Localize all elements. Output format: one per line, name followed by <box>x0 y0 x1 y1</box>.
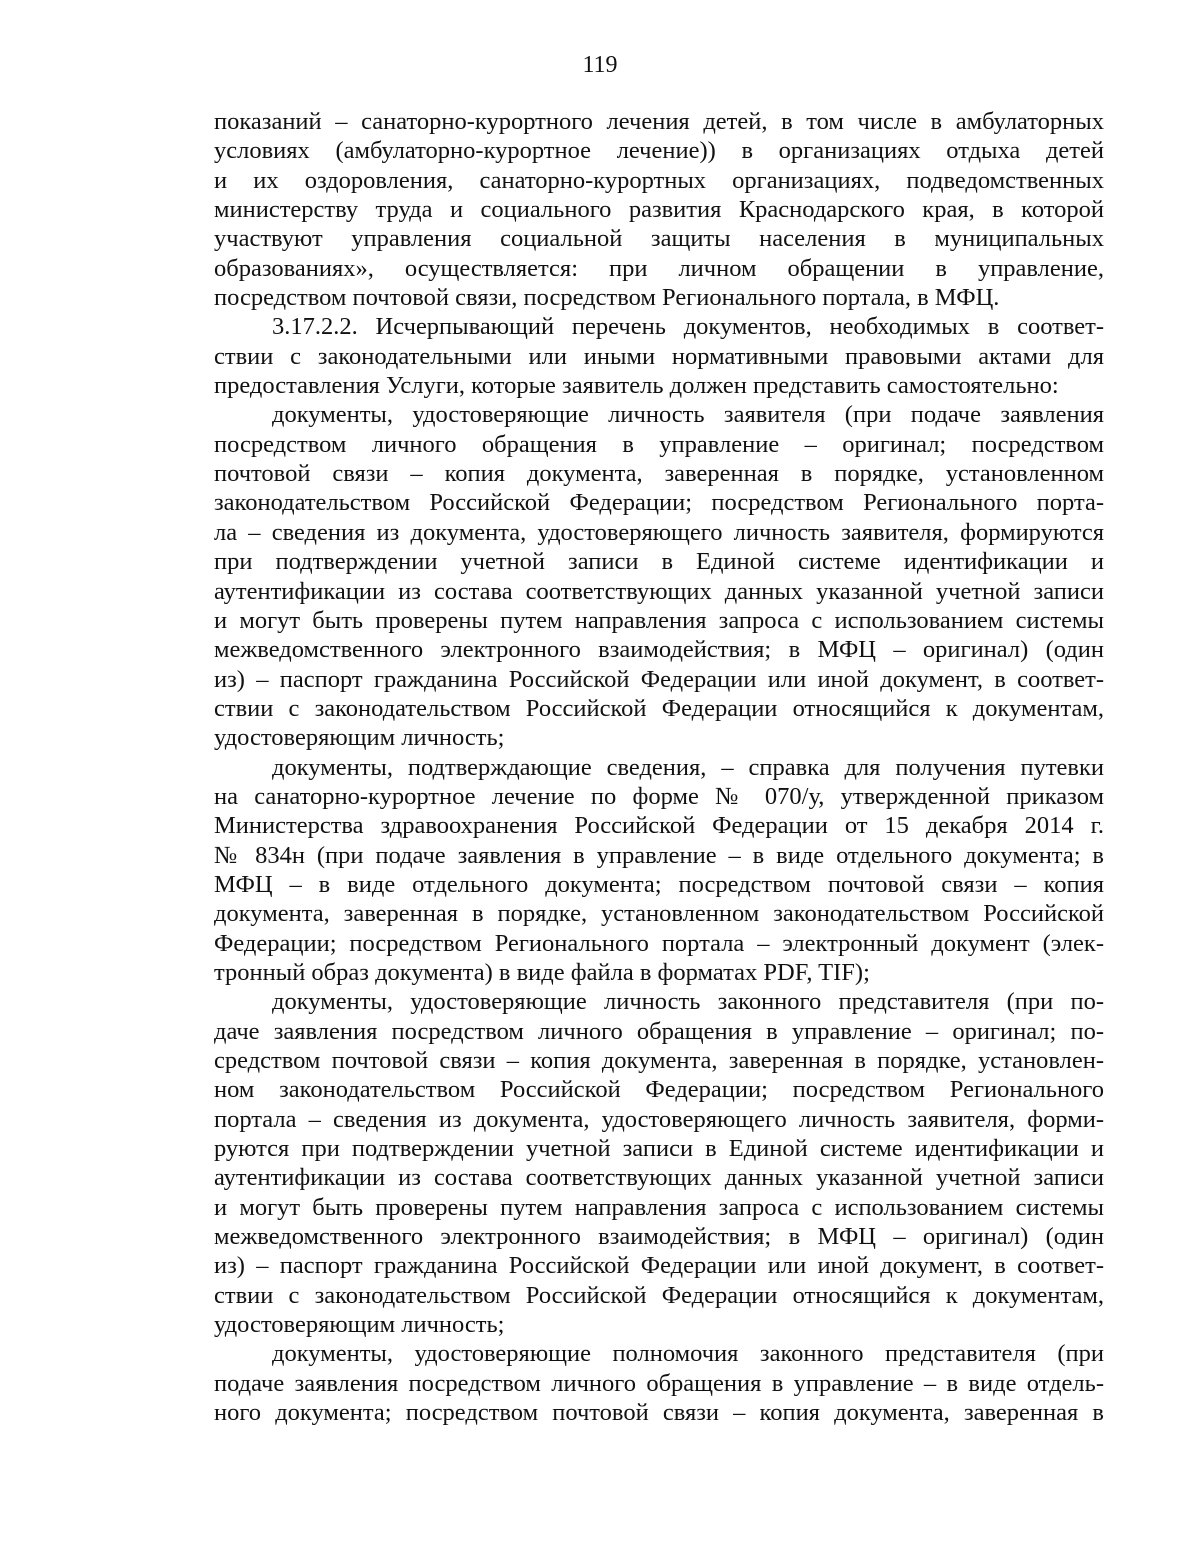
text-line: и могут быть проверены путем направления запроса с использованием системы <box>214 1193 1104 1221</box>
text-line: даче заявления посредством личного обращения в управление – оригинал; по- <box>214 1017 1104 1045</box>
paragraph <box>214 753 1104 988</box>
text-line: показаний – санаторно-курортного лечения детей, в том числе в амбулаторных <box>214 108 1104 135</box>
text-line: Министерства здравоохранения Российской Федерации от 15 декабря 2014 г. <box>214 812 1104 840</box>
paragraph <box>214 1339 1104 1427</box>
text-line: аутентификации из состава соответствующих данных указанной учетной записи <box>214 577 1104 605</box>
text-line: при подтверждении учетной записи в Единой системе идентификации и <box>214 548 1104 576</box>
text-line: удостоверяющим личность; <box>214 1311 505 1339</box>
text-line: образованиях», осуществляется: при личном обращении в управление, <box>214 254 1104 282</box>
text-line: и их оздоровления, санаторно-курортных организациях, подведомственных <box>214 166 1104 194</box>
text-line: межведомственного электронного взаимодействия; в МФЦ – оригинал) (один <box>214 636 1104 664</box>
body-text <box>214 107 1104 1427</box>
text-line: предоставления Услуги, которые заявитель должен представить самостоятельно: <box>214 372 1059 400</box>
text-line: № 834н (при подаче заявления в управление – в виде отдельного документа; в <box>214 841 1104 869</box>
paragraph <box>214 312 1104 400</box>
paragraph <box>214 400 1104 752</box>
text-line: ла – сведения из документа, удостоверяющего личность заявителя, формируются <box>214 518 1104 546</box>
text-line: ном законодательством Российской Федерации; посредством Регионального <box>214 1076 1104 1104</box>
text-line: портала – сведения из документа, удостоверяющего личность заявителя, форми- <box>214 1105 1104 1133</box>
text-line: МФЦ – в виде отдельного документа; посредством почтовой связи – копия <box>214 870 1104 898</box>
text-line: посредством почтовой связи, посредством Регионального портала, в МФЦ. <box>214 284 1000 312</box>
text-line: документы, удостоверяющие полномочия законного представителя (при <box>272 1340 1104 1368</box>
text-line: средством почтовой связи – копия документа, заверенная в порядке, установлен- <box>214 1047 1104 1074</box>
text-line: документы, удостоверяющие личность законного представителя (при по- <box>272 988 1104 1016</box>
page-number: 119 <box>582 52 618 78</box>
text-line: условиях (амбулаторно-курортное лечение)) в организациях отдыха детей <box>214 137 1104 165</box>
text-line: посредством личного обращения в управление – оригинал; посредством <box>214 430 1104 458</box>
text-line: на санаторно-курортное лечение по форме № 070/у, утвержденной приказом <box>214 782 1104 810</box>
text-line: из) – паспорт гражданина Российской Федерации или иной документ, в соответ- <box>214 1252 1104 1280</box>
text-line: документа, заверенная в порядке, установленном законодательством Российской <box>214 900 1104 928</box>
text-line: ствии с законодательством Российской Федерации относящийся к документам, <box>214 694 1104 722</box>
text-line: аутентификации из состава соответствующих данных указанной учетной записи <box>214 1164 1104 1192</box>
text-line: и могут быть проверены путем направления запроса с использованием системы <box>214 606 1104 634</box>
text-line: документы, удостоверяющие личность заявителя (при подаче заявления <box>272 401 1104 429</box>
paragraph <box>214 107 1104 312</box>
text-line: почтовой связи – копия документа, заверенная в порядке, установленном <box>214 460 1104 488</box>
text-line: законодательством Российской Федерации; посредством Регионального порта- <box>214 489 1104 517</box>
text-line: межведомственного электронного взаимодействия; в МФЦ – оригинал) (один <box>214 1223 1104 1251</box>
text-line: ствии с законодательством Российской Федерации относящийся к документам, <box>214 1281 1104 1309</box>
text-line: Федерации; посредством Регионального портала – электронный документ (элек- <box>214 929 1104 957</box>
paragraph <box>214 987 1104 1339</box>
text-line: ствии с законодательными или иными нормативными правовыми актами для <box>214 342 1104 370</box>
text-line: из) – паспорт гражданина Российской Федерации или иной документ, в соответ- <box>214 665 1104 693</box>
text-line: документы, подтверждающие сведения, – справка для получения путевки <box>272 753 1104 781</box>
text-line: подаче заявления посредством личного обращения в управление – в виде отдель- <box>214 1369 1104 1397</box>
text-line: тронный образ документа) в виде файла в форматах PDF, TIF); <box>214 958 870 986</box>
text-line: 3.17.2.2. Исчерпывающий перечень документов, необходимых в соответ- <box>272 313 1104 341</box>
text-line: ного документа; посредством почтовой связи – копия документа, заверенная в <box>214 1399 1104 1427</box>
text-line: участвуют управления социальной защиты населения в муниципальных <box>214 225 1104 253</box>
text-line: министерству труда и социального развития Краснодарского края, в которой <box>214 196 1104 224</box>
text-line: руются при подтверждении учетной записи в Единой системе идентификации и <box>214 1135 1104 1163</box>
text-line: удостоверяющим личность; <box>214 724 505 752</box>
